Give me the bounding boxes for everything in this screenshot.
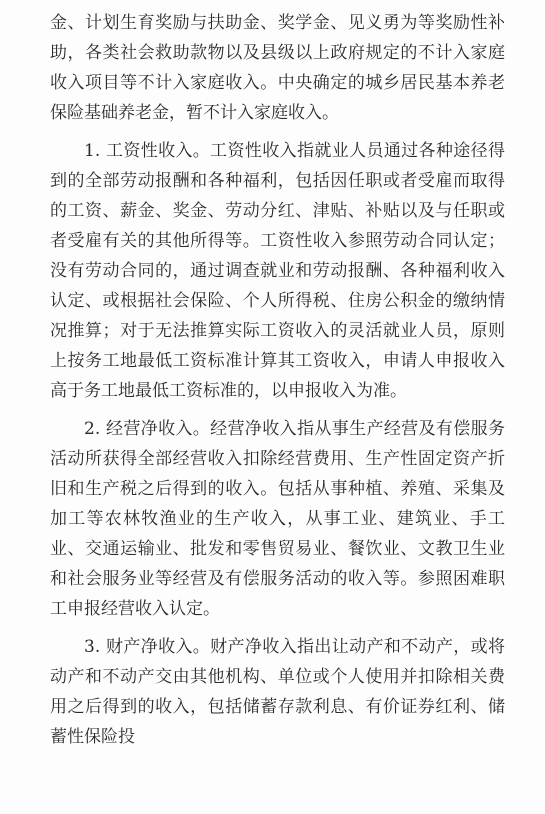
paragraph-property-income: 3. 财产净收入。财产净收入指出让动产和不动产，或将动产和不动产交由其他机构、单位或个人使用并扣除相关费用之后得到的收入，包括储蓄存款利息、有价证券红利、储蓄性保险投: [50, 637, 505, 747]
document-body: [50, 8, 505, 760]
paragraph-business-income: 2. 经营净收入。经营净收入指从事生产经营及有偿服务活动所获得全部经营收入扣除经营费用、生产性固定资产折旧和生产税之后得到的收入。包括从事种植、养殖、采集及加工等农林牧渔业的生产收入，从事工业、建筑业、手工业、交通运输业、批发和零售贸易业、餐饮业、文教卫生业和社会服务业等经营及有偿服务活动的收入等。参照困难职工申报经营收入认定。: [50, 419, 505, 619]
paragraph-income-exclusions: 金、计划生育奖励与扶助金、奖学金、见义勇为等奖励性补助，各类社会救助款物以及县级以上政府规定的不计入家庭收入项目等不计入家庭收入。中央确定的城乡居民基本养老保险基础养老金，暂不计入家庭收入。: [50, 13, 505, 123]
paragraph-wage-income: 1. 工资性收入。工资性收入指就业人员通过各种途径得到的全部劳动报酬和各种福利，包括因任职或者受雇而取得的工资、薪金、奖金、劳动分红、津贴、补贴以及与任职或者受雇有关的其他所得等。工资性收入参照劳动合同认定；没有劳动合同的，通过调查就业和劳动报酬、各种福利收入认定、或根据社会保险、个人所得税、住房公积金的缴纳情况推算；对于无法推算实际工资收入的灵活就业人员，原则上按务工地最低工资标准计算其工资收入，申请人申报收入高于务工地最低工资标准的，以申报收入为准。: [50, 141, 505, 401]
